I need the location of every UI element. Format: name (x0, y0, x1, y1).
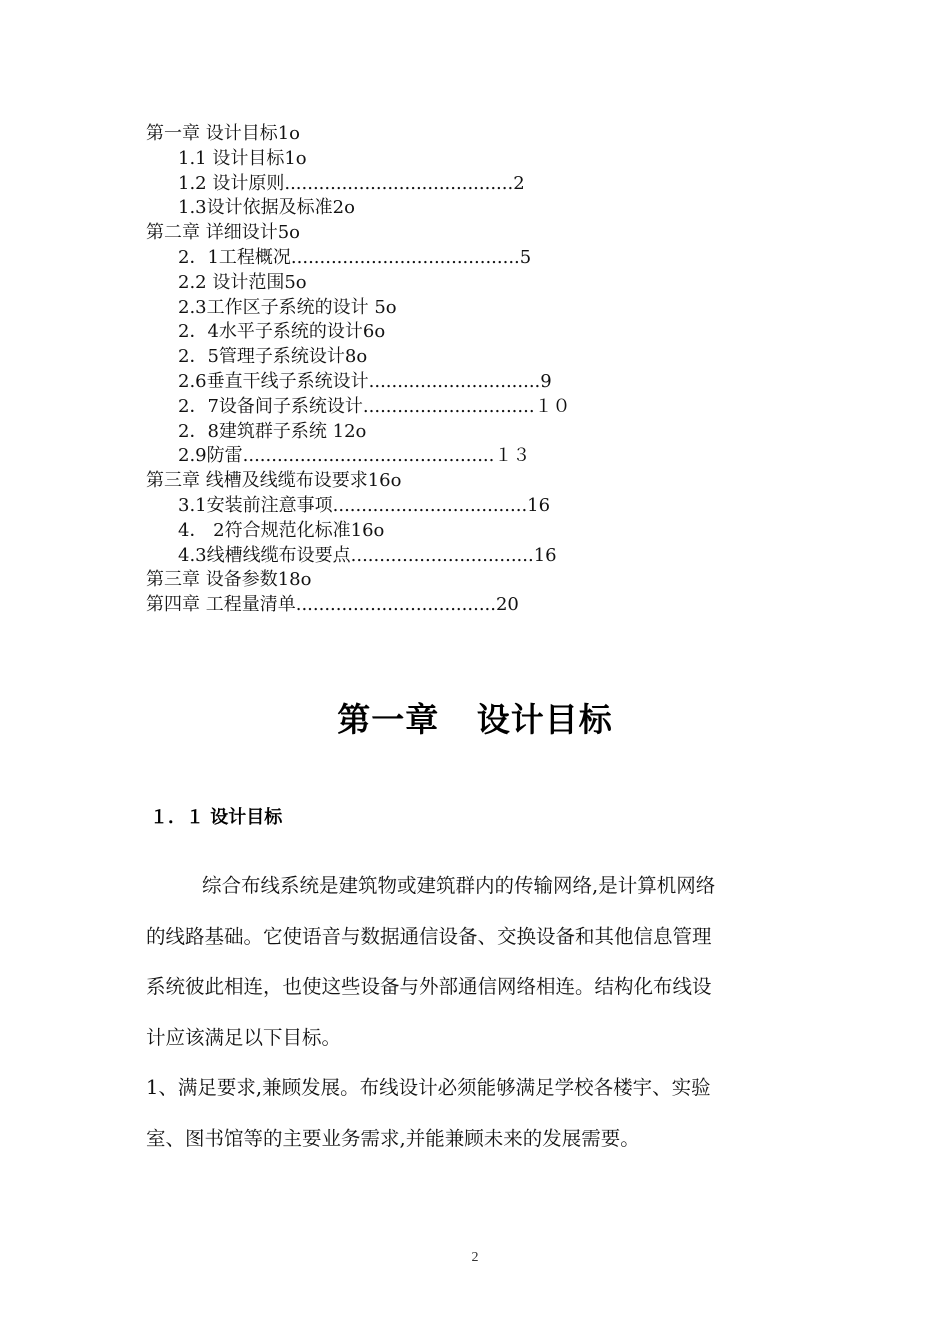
toc-entry-2-3[interactable]: 2.3工作区子系统的设计 5ο (178, 296, 397, 318)
toc-entry-chapter-3[interactable]: 第三章 线槽及线缆布设要求16ο (146, 470, 402, 492)
toc-entry-3-1[interactable]: 3.1安装前注意事项..................................16 (178, 494, 551, 516)
toc-entry-2-4[interactable]: 2．4水平子系统的设计6ο (178, 321, 386, 343)
paragraph-line: 室、图书馆等的主要业务需求,并能兼顾未来的发展需要。 (146, 1126, 640, 1150)
toc-entry-2-1[interactable]: 2．1工程概况........................................5 (178, 246, 532, 268)
toc-entry-2-6[interactable]: 2.6垂直干线子系统设计..............................9 (178, 370, 552, 392)
toc-entry-chapter-3-params[interactable]: 第三章 设备参数18ο (146, 569, 312, 591)
paragraph-line: 计应该满足以下目标。 (146, 1025, 342, 1049)
toc-entry-1-3[interactable]: 1.3设计依据及标准2ο (178, 197, 355, 219)
toc-entry-4-3[interactable]: 4.3线槽线缆布设要点................................16 (178, 544, 557, 566)
paragraph-line: 综合布线系统是建筑物或建筑群内的传输网络,是计算机网络 (202, 874, 716, 897)
toc-entry-2-7[interactable]: 2．7设备间子系统设计..............................１０ (178, 395, 571, 417)
toc-entry-1-1[interactable]: 1.1 设计目标1ο (178, 147, 307, 169)
toc-entry-chapter-2[interactable]: 第二章 详细设计5ο (146, 222, 301, 244)
toc-entry-2-5[interactable]: 2．5管理子系统设计8ο (178, 346, 368, 368)
toc-entry-2-8[interactable]: 2．8建筑群子系统 12ο (178, 420, 367, 442)
paragraph-line: 系统彼此相连，也使这些设备与外部通信网络相连。结构化布线设 (146, 975, 712, 998)
toc-entry-2-9[interactable]: 2.9防雷............................................１３ (178, 445, 531, 467)
toc-entry-chapter-4[interactable]: 第四章 工程量清单...................................20 (146, 594, 519, 616)
toc-entry-4-2[interactable]: 4． 2符合规范化标准16ο (178, 519, 385, 541)
paragraph-line: 1、满足要求,兼顾发展。布线设计必须能够满足学校各楼宇、实验 (146, 1076, 711, 1099)
toc-entry-chapter-1[interactable]: 第一章 设计目标1ο (146, 123, 301, 144)
table-of-contents (146, 122, 806, 618)
toc-entry-1-2[interactable]: 1.2 设计原则........................................2 (178, 172, 525, 194)
toc-entry-2-2[interactable]: 2.2 设计范围5ο (178, 271, 307, 293)
section-title: １．１ 设计目标 (150, 807, 283, 828)
chapter-title: 第一章 设计目标 (337, 700, 613, 739)
body-paragraphs (146, 861, 806, 1164)
page-number: 2 (471, 1250, 479, 1265)
paragraph-line: 的线路基础。它使语音与数据通信设备、交换设备和其他信息管理 (146, 924, 712, 948)
